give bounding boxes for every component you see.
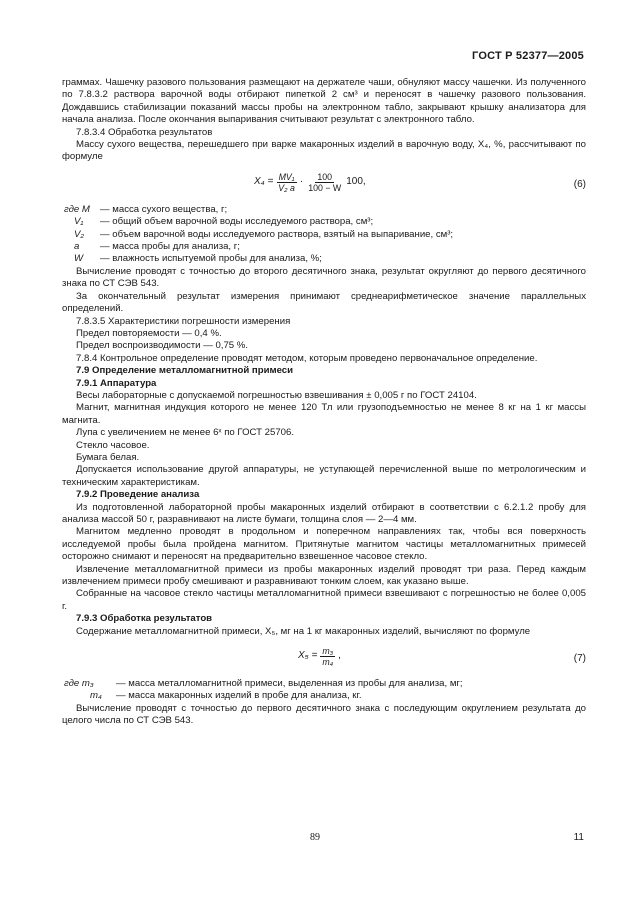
footer-center-number: 89 — [310, 832, 320, 843]
formula-7 — [62, 644, 586, 672]
formula-tail: , — [338, 650, 341, 662]
definition-symbol: a — [74, 241, 80, 253]
paragraph: Допускается использование другой аппаратуры, не уступающей перечисленной выше по метрологическим и техническим характеристикам. — [62, 464, 586, 488]
definition-text: — объем варочной воды исследуемого раствора, взятый на выпаривание, см³; — [100, 228, 454, 240]
section-heading-793: 7.9.3 Обработка результатов — [76, 613, 213, 625]
formula-lhs: X₄ = — [254, 176, 274, 188]
paragraph: Предел воспроизводимости — 0,75 %. — [76, 340, 248, 352]
formula-lhs: X₅ = — [298, 650, 318, 662]
paragraph: Извлечение металломагнитной примеси из пробы макаронных изделий проводят три раза. Перед каждым извлечением примеси пробу смешивают и разравнивают тонким слоем, как указано выше. — [62, 563, 586, 588]
fraction: $\frac{100}{100 - W}$ — [308, 171, 342, 193]
fraction: $\frac{\text{m₃}}{\text{m₄}}$ — [322, 646, 334, 668]
section-heading-79: 7.9 Определение металломагнитной примеси — [76, 365, 294, 377]
section-heading-791: 7.9.1 Аппаратура — [76, 377, 157, 389]
document-body — [62, 77, 586, 728]
definition-row — [62, 690, 586, 702]
definition-text: — общий объем варочной воды исследуемого раствора, см³; — [100, 216, 374, 228]
formula-6 — [62, 170, 586, 198]
definition-text: — масса металломагнитной примеси, выделенная из пробы для анализа, мг; — [116, 678, 463, 690]
definition-symbol: W — [74, 253, 84, 265]
paragraph: За окончательный результат измерения принимают среднеарифметическое значение параллельных определений. — [62, 290, 586, 315]
definition-text: — влажность испытуемой пробы для анализа, %; — [100, 253, 322, 265]
fraction: $\frac{\text{MV₁}}{\text{V₂ a}}$ — [278, 171, 295, 193]
paragraph: Из подготовленной лабораторной пробы макаронных изделий отбирают в соответствии с 6.2.1.2 пробу для анализа массой 50 г, разравнивают на листе бумаги, толщина слоя — 2—4 мм. — [62, 501, 586, 525]
definition-symbol: где M — [64, 203, 90, 215]
section-heading-7834: 7.8.3.4 Обработка результатов — [76, 126, 213, 138]
paragraph: Собранные на часовое стекло частицы металломагнитной примеси взвешивают с погрешностью не более 0,005 г. — [62, 588, 586, 612]
paragraph: Вычисление проводят с точностью до первого десятичного знака с последующим округлением результата до целого числа по СТ СЭВ 543. — [62, 702, 586, 727]
paragraph: Содержание металломагнитной примеси, X₅, мг на 1 кг макаронных изделий, вычисляют по формуле — [76, 625, 531, 637]
paragraph: Бумага белая. — [76, 451, 140, 463]
definition-row — [62, 253, 586, 265]
definition-row — [62, 229, 586, 241]
paragraph: Магнит, магнитная индукция которого не менее 120 Тл или грузоподъемностью не менее 8 кг на 1 кг массы магнита. — [62, 402, 586, 426]
definitions-list — [62, 678, 586, 703]
page-number: 11 — [573, 832, 584, 843]
paragraph: Лупа с увеличением не менее 6ˣ по ГОСТ 25706. — [76, 427, 295, 439]
paragraph: Вычисление проводят с точностью до второго десятичного знака, результат округляют до первого десятичного знака по СТ СЭВ 543. — [62, 265, 586, 290]
paragraph: Магнитом медленно проводят в продольном и поперечном направлениях так, чтобы вся поверхность исследуемой пробы была пройдена магнитом. Притянутые магнитом частицы металломагнитных примесей осторожно снимают и переносят на предварительно взвешенное часовое стекло. — [62, 526, 586, 563]
formula-dot: · — [299, 176, 304, 188]
formula-tail: 100, — [346, 176, 366, 188]
definition-row — [62, 678, 586, 690]
paragraph: 7.8.4 Контрольное определение проводят методом, которым проведено первоначальное определение. — [76, 352, 538, 364]
definition-symbol: V₁ — [74, 216, 84, 228]
definition-row — [62, 204, 586, 216]
formula-number: (7) — [573, 653, 586, 665]
definition-text: — масса пробы для анализа, г; — [100, 241, 240, 253]
definition-row — [62, 216, 586, 228]
section-heading-792: 7.9.2 Проведение анализа — [76, 489, 200, 501]
definition-symbol: где m₃ — [64, 678, 94, 690]
definition-row — [62, 241, 586, 253]
paragraph: Стекло часовое. — [76, 439, 150, 451]
definition-text: — масса макаронных изделий в пробе для анализа, кг. — [116, 690, 362, 702]
definition-symbol: V₂ — [74, 228, 85, 240]
definition-text: — масса сухого вещества, г; — [100, 203, 228, 215]
definitions-list — [62, 204, 586, 266]
paragraph: Предел повторяемости — 0,4 %. — [76, 327, 222, 339]
section-heading-7835: 7.8.3.5 Характеристики погрешности измерения — [76, 315, 291, 327]
paragraph: Массу сухого вещества, перешедшего при варке макаронных изделий в варочную воду, X₄, %, рассчитывают по формуле — [62, 139, 586, 163]
paragraph: граммах. Чашечку разового пользования размещают на держателе чаши, обнуляют массу чашечки. Из полученного по 7.8.3.2 раствора варочной воды отбирают пипеткой 2 см³ и переносят в чашечку разового пользования. Дождавшись стабилизации показаний массы пробы на электронном табло, закрывают крышку анализатора для начала анализа. После окончания выпаривания считывают результат с электронного табло. — [62, 77, 586, 126]
definition-symbol: m₄ — [90, 690, 102, 702]
paragraph: Весы лабораторные с допускаемой погрешностью взвешивания ± 0,005 г по ГОСТ 24104. — [76, 389, 477, 401]
standard-header: ГОСТ Р 52377—2005 — [472, 50, 584, 62]
formula-number: (6) — [573, 178, 586, 190]
